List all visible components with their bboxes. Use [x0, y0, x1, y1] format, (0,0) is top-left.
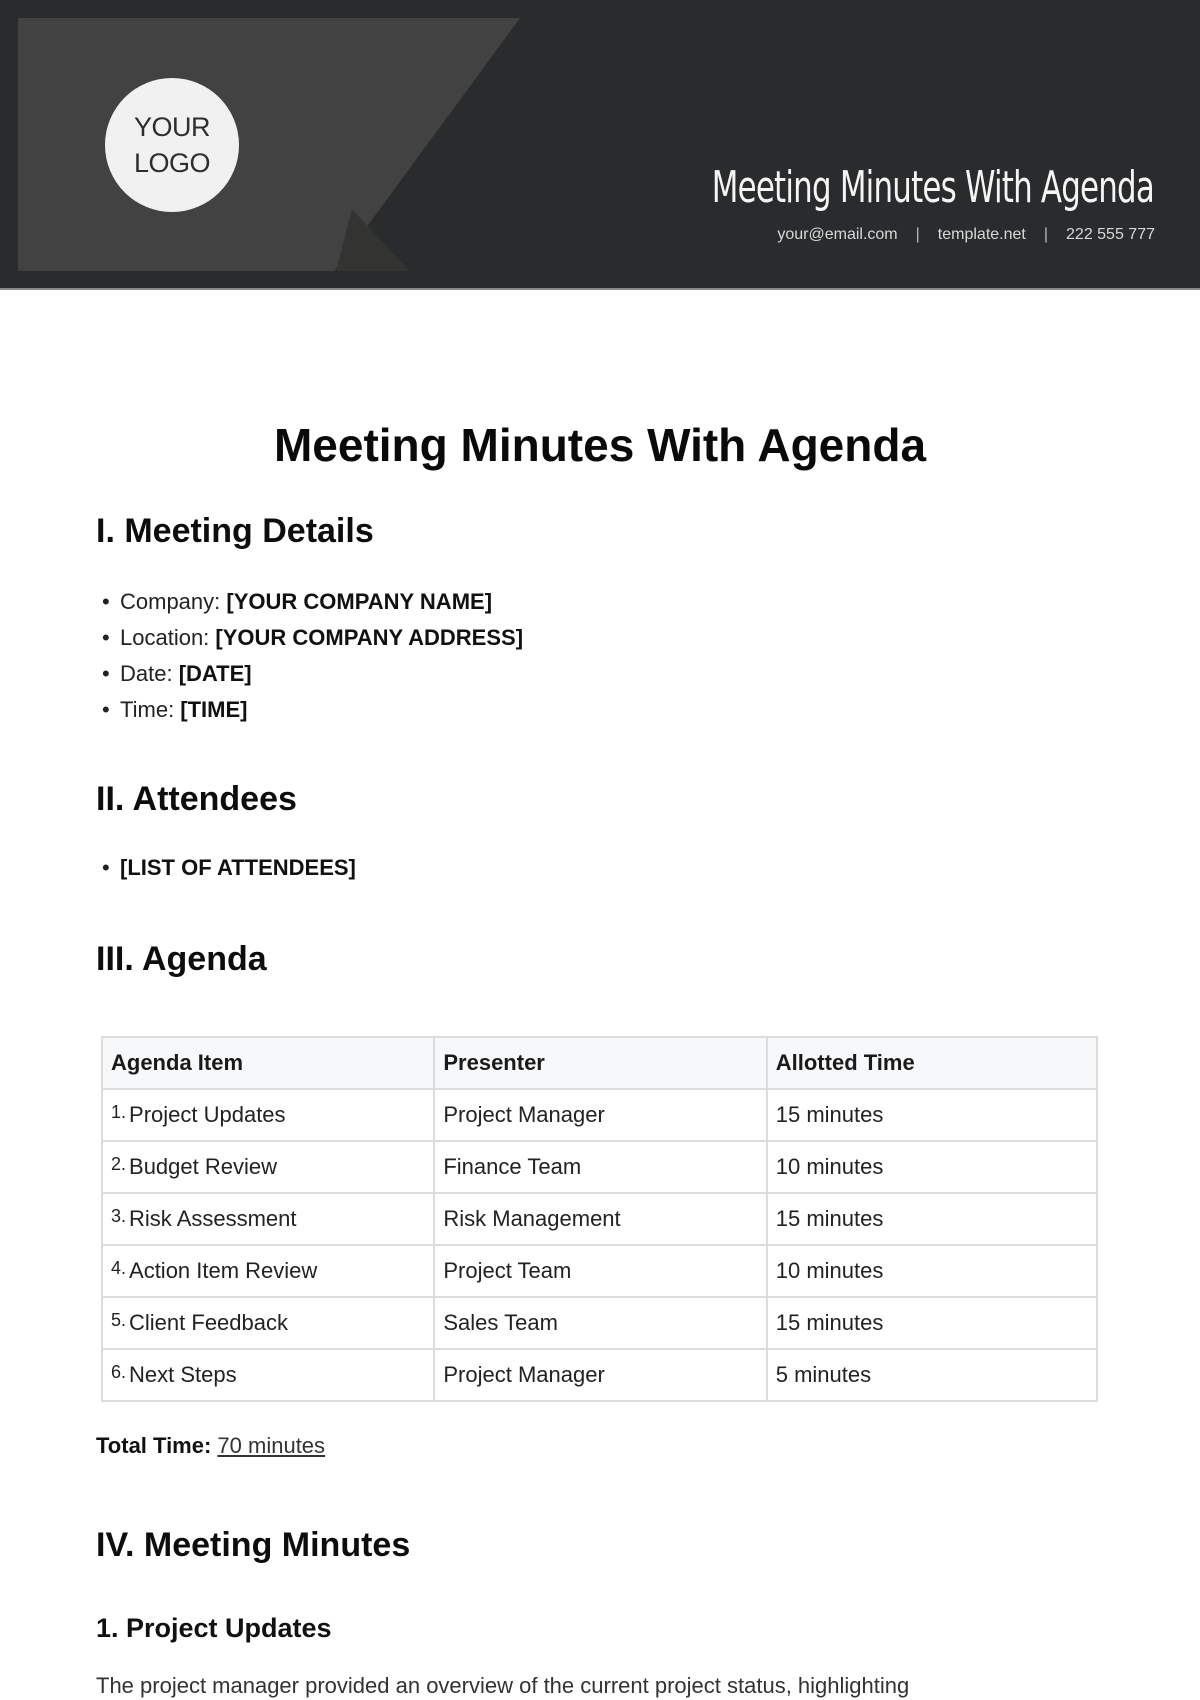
- column-header-agenda-item: Agenda Item: [102, 1037, 434, 1089]
- cell-presenter: Project Manager: [434, 1089, 766, 1141]
- logo-text-line1: YOUR: [133, 112, 210, 142]
- attendee-value: [LIST OF ATTENDEES]: [120, 855, 356, 880]
- section-heading-attendees: II. Attendees: [96, 780, 297, 818]
- subsection-heading-project-updates: 1. Project Updates: [96, 1613, 332, 1643]
- cell-agenda-item: [102, 1297, 434, 1349]
- cell-presenter: Sales Team: [434, 1297, 766, 1349]
- column-header-allotted-time: Allotted Time: [767, 1037, 1097, 1089]
- detail-value: [TIME]: [180, 697, 248, 722]
- header-title: Meeting Minutes With Agenda: [711, 162, 1154, 213]
- attendees-list: [100, 850, 356, 886]
- cell-agenda-item: [102, 1245, 434, 1297]
- detail-label: Time:: [120, 697, 181, 722]
- cell-presenter: Risk Management: [434, 1193, 766, 1245]
- table-row: [102, 1141, 1097, 1193]
- detail-label: Company:: [120, 589, 227, 614]
- detail-label: Date:: [120, 661, 179, 686]
- header-contacts: [777, 226, 1155, 244]
- detail-label: Location:: [120, 625, 216, 650]
- header-decorative-panel: [18, 18, 520, 271]
- company-logo: [105, 78, 239, 212]
- cell-agenda-item: [102, 1349, 434, 1401]
- detail-value: [DATE]: [178, 661, 252, 686]
- detail-value: [YOUR COMPANY NAME]: [226, 589, 493, 614]
- section-heading-agenda: III. Agenda: [96, 940, 267, 978]
- item-label: Budget Review: [129, 1154, 277, 1179]
- document-title: Meeting Minutes With Agenda: [273, 419, 927, 471]
- cell-time: 15 minutes: [767, 1193, 1097, 1245]
- cell-presenter: Project Manager: [434, 1349, 766, 1401]
- table-row: [102, 1193, 1097, 1245]
- detail-value: [YOUR COMPANY ADDRESS]: [215, 625, 524, 650]
- list-item-date: [100, 656, 523, 692]
- list-item-location: [100, 620, 523, 656]
- item-label: Project Updates: [129, 1102, 286, 1127]
- item-number: 1.: [111, 1102, 127, 1122]
- item-label: Risk Assessment: [129, 1206, 297, 1231]
- cell-presenter: Finance Team: [434, 1141, 766, 1193]
- agenda-table: [101, 1036, 1098, 1402]
- cell-presenter: Project Team: [434, 1245, 766, 1297]
- column-header-presenter: Presenter: [434, 1037, 766, 1089]
- cell-time: 10 minutes: [767, 1245, 1097, 1297]
- contact-website[interactable]: template.net: [937, 226, 1026, 243]
- item-label: Next Steps: [129, 1362, 237, 1387]
- item-number: 3.: [111, 1206, 127, 1226]
- cell-agenda-item: [102, 1193, 434, 1245]
- logo-text-line2: LOGO: [133, 148, 211, 178]
- table-row: [102, 1089, 1097, 1141]
- cell-time: 5 minutes: [767, 1349, 1097, 1401]
- contact-phone: 222 555 777: [1066, 226, 1155, 243]
- section-heading-meeting-details: I. Meeting Details: [96, 512, 374, 550]
- item-number: 4.: [111, 1258, 127, 1278]
- list-item-attendee: [100, 850, 356, 886]
- cell-time: 15 minutes: [767, 1089, 1097, 1141]
- contact-email[interactable]: your@email.com: [777, 226, 898, 243]
- contact-separator: |: [915, 226, 920, 243]
- table-row: [102, 1245, 1097, 1297]
- item-label: Client Feedback: [129, 1310, 288, 1335]
- section-heading-meeting-minutes: IV. Meeting Minutes: [96, 1526, 411, 1564]
- contact-separator: |: [1043, 226, 1049, 243]
- meeting-details-list: [100, 584, 523, 728]
- list-item-time: [100, 692, 523, 728]
- document-header: [0, 0, 1200, 290]
- total-time-label: Total Time:: [96, 1433, 218, 1458]
- item-number: 6.: [111, 1362, 127, 1382]
- cell-agenda-item: [102, 1141, 434, 1193]
- item-number: 5.: [111, 1310, 127, 1330]
- table-row: [102, 1349, 1097, 1401]
- total-time-value: 70 minutes: [217, 1433, 326, 1458]
- cell-time: 10 minutes: [767, 1141, 1097, 1193]
- cell-agenda-item: [102, 1089, 434, 1141]
- item-number: 2.: [111, 1154, 127, 1174]
- cell-time: 15 minutes: [767, 1297, 1097, 1349]
- total-time: [96, 1433, 325, 1459]
- minutes-paragraph: The project manager provided an overview of the current project status, highlighting: [96, 1673, 910, 1698]
- item-label: Action Item Review: [129, 1258, 318, 1283]
- list-item-company: [100, 584, 523, 620]
- table-header-row: [102, 1037, 1097, 1089]
- table-row: [102, 1297, 1097, 1349]
